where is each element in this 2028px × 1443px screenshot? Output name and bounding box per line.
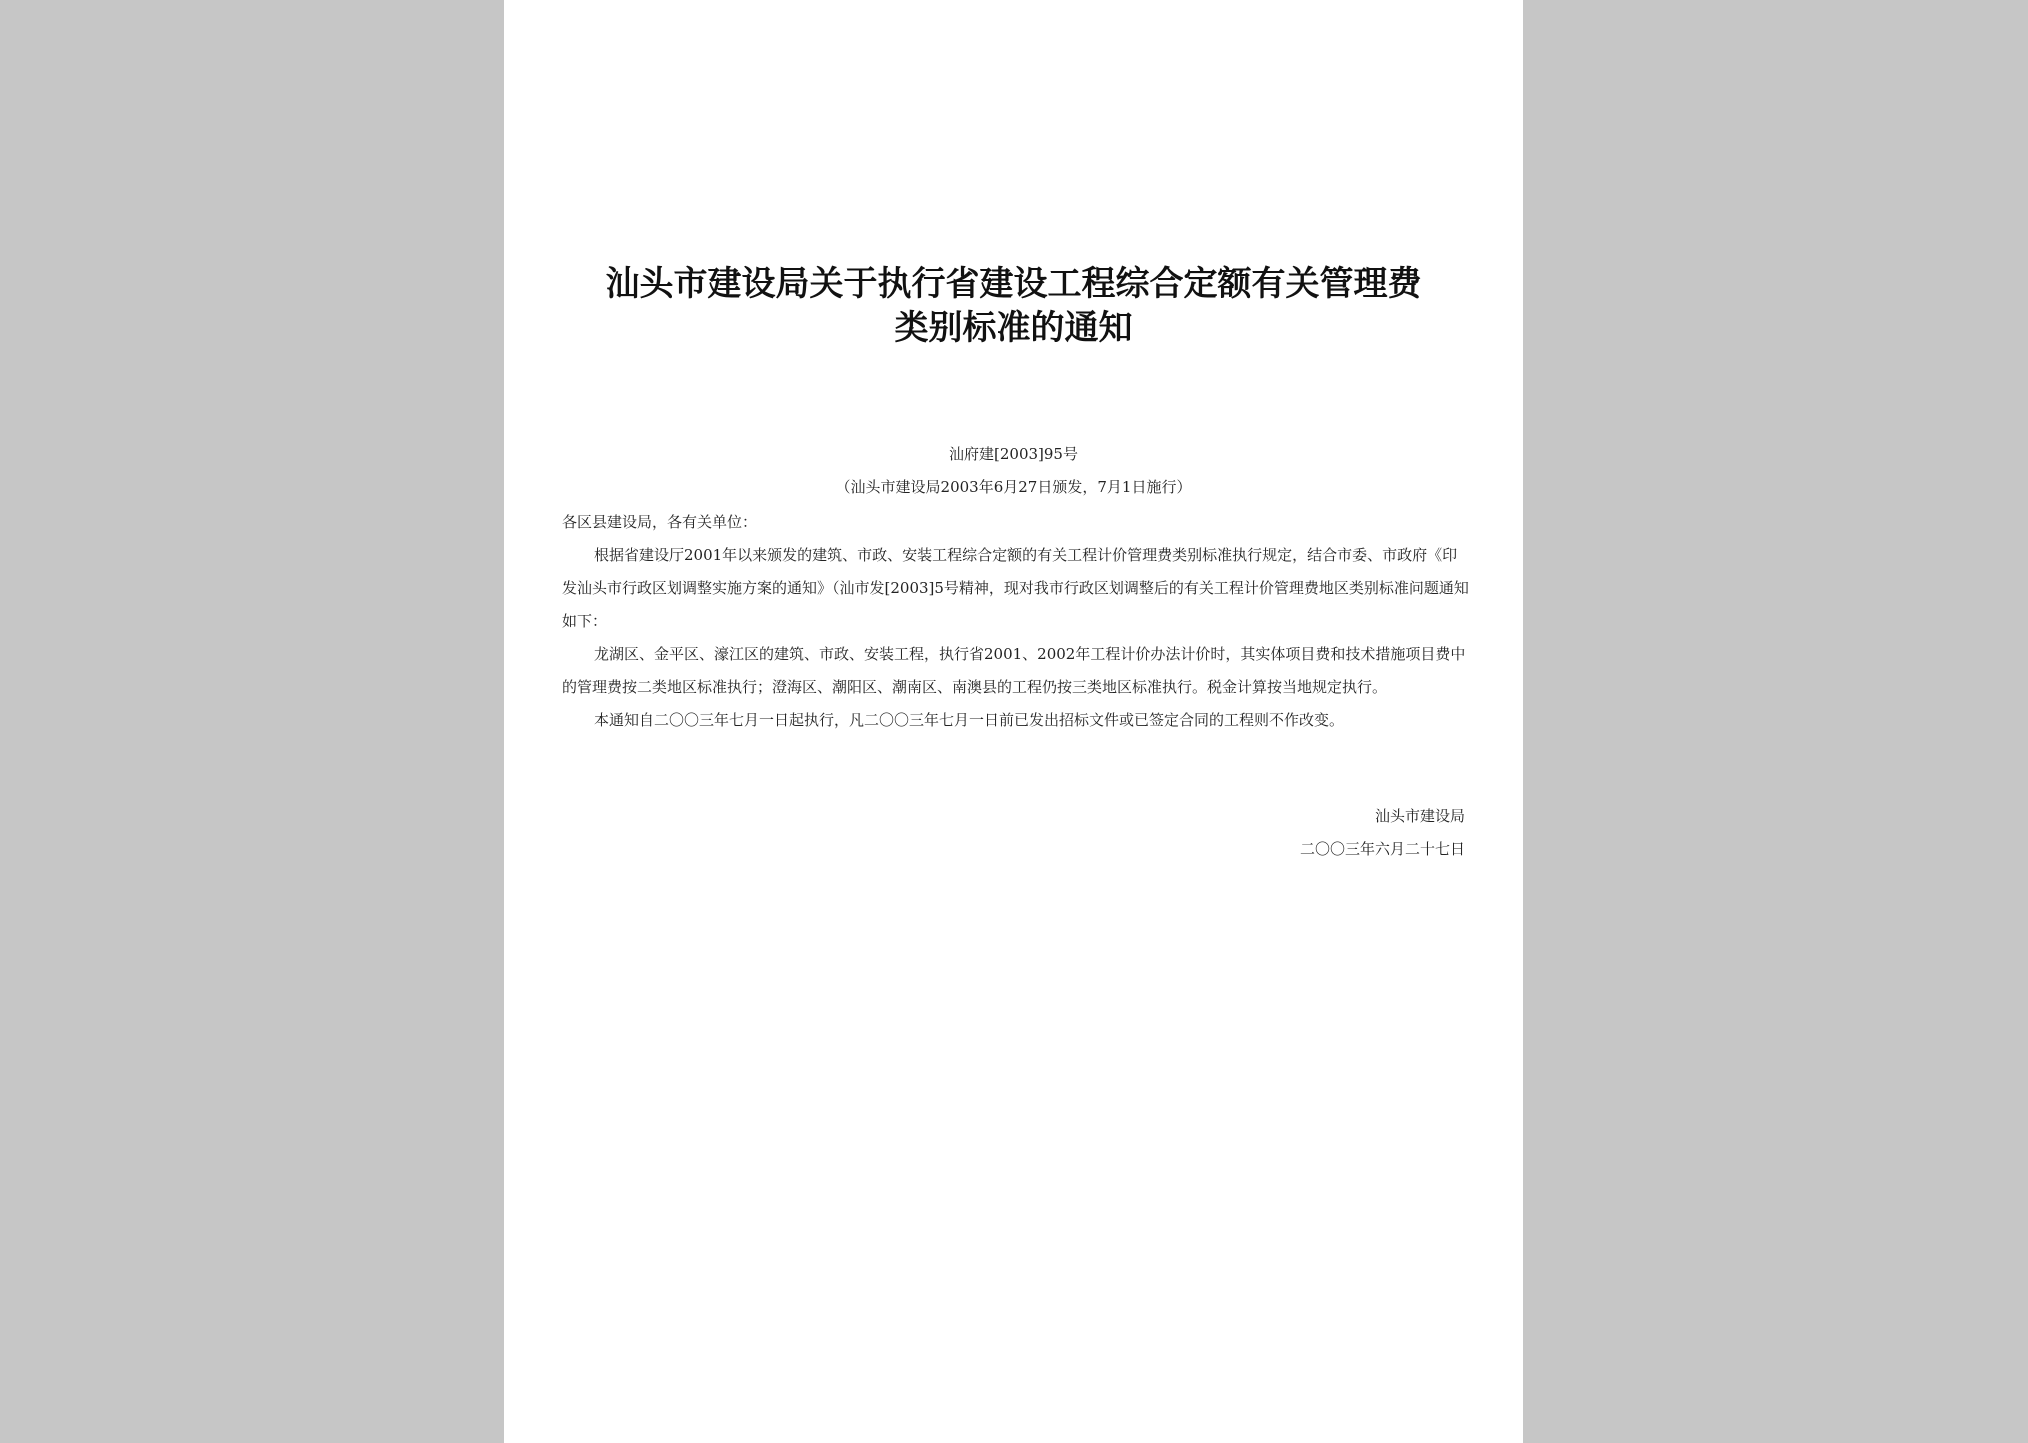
paragraph-2: 龙湖区、金平区、濠江区的建筑、市政、安装工程，执行省2001、2002年工程计价办法计价时，其实体项目费和技术措施项目费中的管理费按二类地区标准执行；澄海区、潮阳区、潮南区、南澳县的工程仍按三类地区标准执行。税金计算按当地规定执行。 (562, 645, 1466, 696)
issue-note: （汕头市建设局2003年6月27日颁发，7月1日施行） (835, 478, 1192, 496)
document-page (504, 0, 1523, 1443)
signature-org: 汕头市建设局 (1374, 807, 1465, 825)
document-number: 汕府建[2003]95号 (949, 445, 1078, 463)
paragraph-3: 本通知自二〇〇三年七月一日起执行，凡二〇〇三年七月一日前已发出招标文件或已签定合同的工程则不作改变。 (594, 711, 1345, 729)
signature-block (1300, 800, 1465, 866)
title-line-2: 类别标准的通知 (894, 308, 1133, 348)
paragraph-1: 根据省建设厅2001年以来颁发的建筑、市政、安装工程综合定额的有关工程计价管理费类别标准执行规定，结合市委、市政府《印发汕头市行政区划调整实施方案的通知》（汕市发[2003]5号精神，现对我市行政区划调整后的有关工程计价管理费地区类别标准问题通知如下： (562, 546, 1469, 630)
salutation: 各区县建设局，各有关单位： (562, 513, 758, 531)
signature-date: 二〇〇三年六月二十七日 (1299, 840, 1465, 858)
title-line-1: 汕头市建设局关于执行省建设工程综合定额有关管理费 (605, 264, 1422, 304)
document-title (544, 262, 1483, 350)
document-body (562, 506, 1470, 737)
